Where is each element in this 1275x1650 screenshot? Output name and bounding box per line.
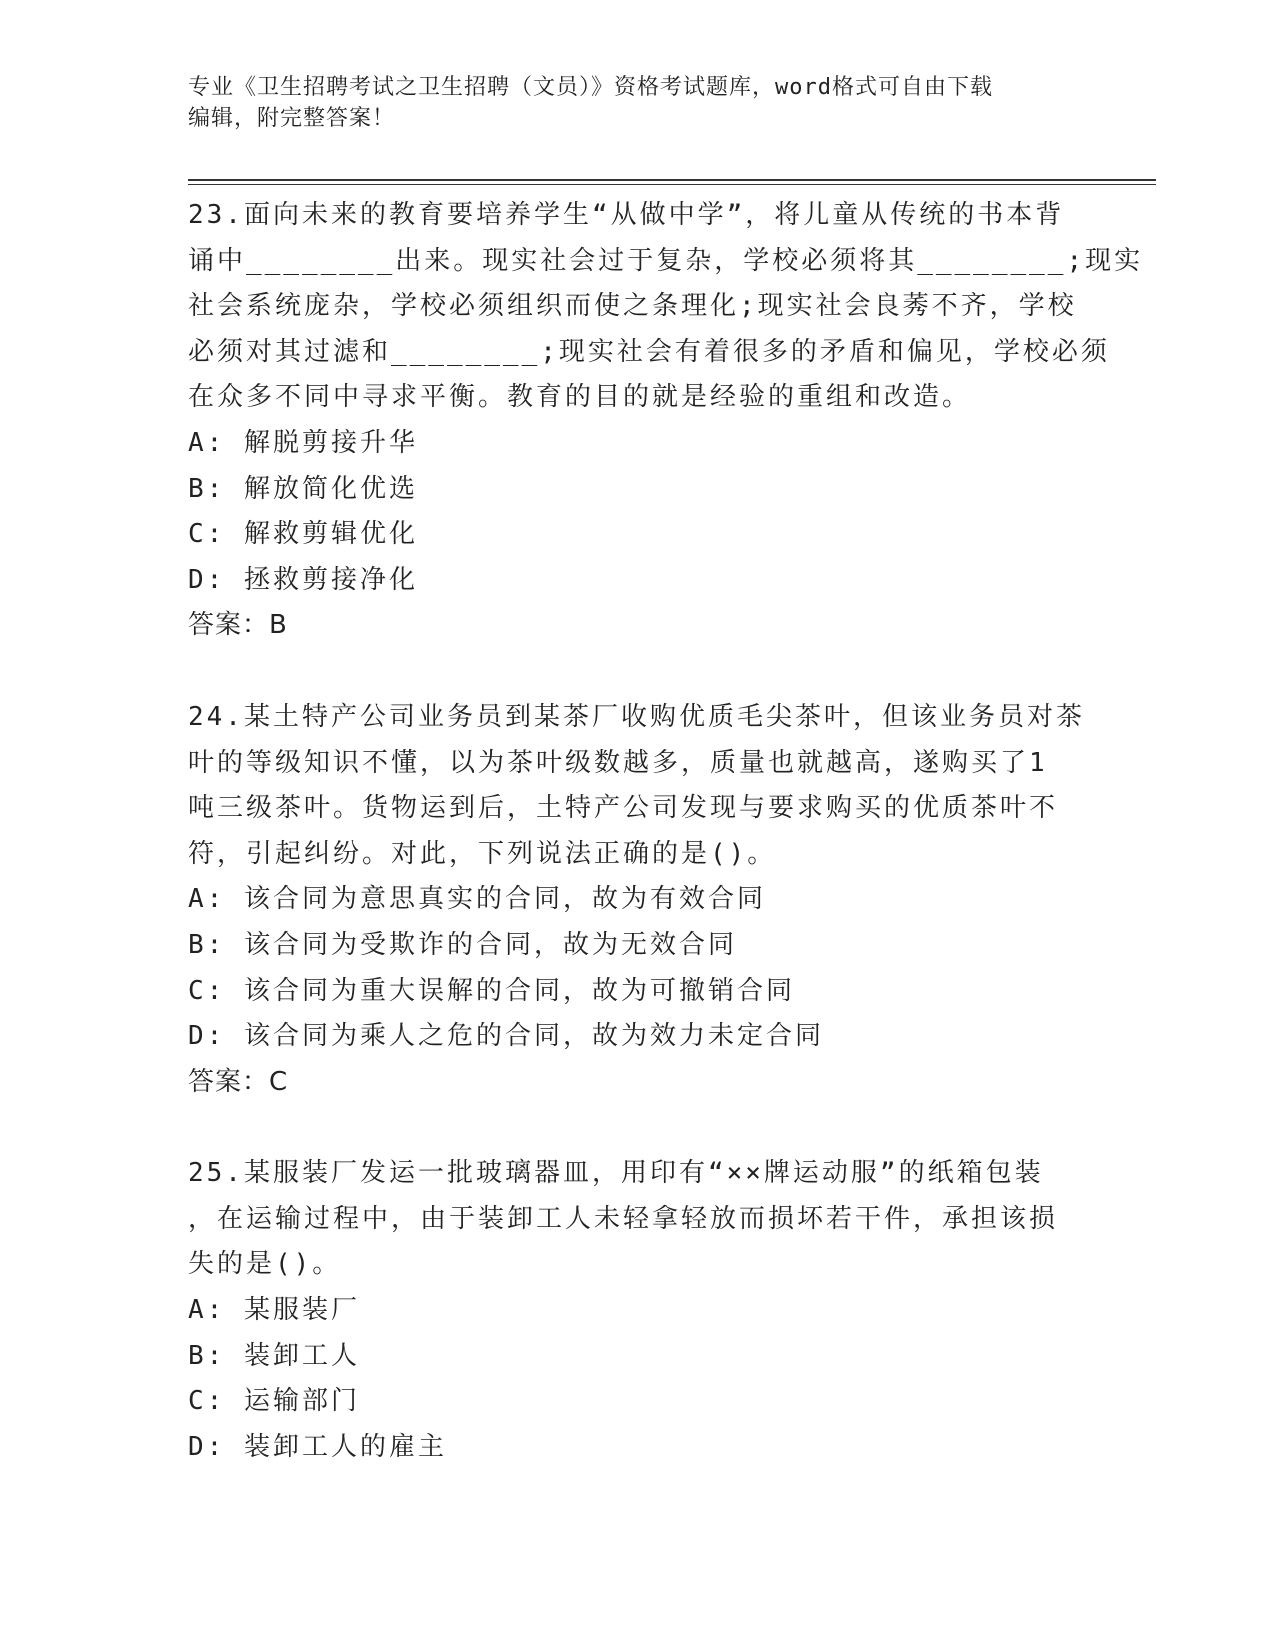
option-a: A: 解脱剪接升华 bbox=[188, 427, 418, 458]
option-a: A: 某服装厂 bbox=[188, 1295, 360, 1326]
question-stem-line: 23.面向未来的教育要培养学生“从做中学”，将儿童从传统的书本背 bbox=[188, 200, 1065, 230]
option-d: D: 装卸工人的雇主 bbox=[188, 1431, 447, 1462]
document-header bbox=[188, 72, 1148, 136]
question-stem-line: 叶的等级知识不懂，以为茶叶级数越多，质量也就越高，遂购买了1 bbox=[188, 747, 1048, 778]
question-stem-line: 24.某土特产公司业务员到某茶厂收购优质毛尖茶叶，但该业务员对茶 bbox=[188, 701, 1085, 732]
question-stem-line: 符，引起纠纷。对此，下列说法正确的是()。 bbox=[188, 838, 777, 869]
answer-label: 答案：B bbox=[188, 610, 288, 641]
answer-label: 答案：C bbox=[188, 1066, 289, 1097]
question-stem-line: 吨三级茶叶。货物运到后，土特产公司发现与要求购买的优质茶叶不 bbox=[188, 793, 1059, 824]
question-spacer bbox=[188, 649, 1148, 695]
header-line-2: 编辑，附完整答案！ bbox=[188, 106, 396, 131]
option-a: A: 该合同为意思真实的合同，故为有效合同 bbox=[188, 884, 766, 915]
question-stem-line: 社会系统庞杂，学校必须组织而使之条理化;现实社会良莠不齐，学校 bbox=[188, 291, 1077, 322]
question-stem-line: 必须对其过滤和________;现实社会有着很多的矛盾和偏见，学校必须 bbox=[188, 336, 1110, 367]
option-d: D: 拯救剪接净化 bbox=[188, 564, 418, 595]
question-stem-line: 25.某服装厂发运一批玻璃器皿，用印有“××牌运动服”的纸箱包装 bbox=[188, 1158, 1044, 1189]
option-d: D: 该合同为乘人之危的合同，故为效力未定合同 bbox=[188, 1021, 824, 1052]
question-stem-line: 诵中________出来。现实社会过于复杂，学校必须将其________;现实 bbox=[188, 245, 1144, 276]
option-c: C: 该合同为重大误解的合同，故为可撤销合同 bbox=[188, 975, 795, 1006]
question-25 bbox=[188, 1151, 1148, 1470]
question-spacer bbox=[188, 1105, 1148, 1151]
header-line-1: 专业《卫生招聘考试之卫生招聘（文员）》资格考试题库，word格式可自由下载 bbox=[188, 75, 993, 100]
question-23 bbox=[188, 193, 1148, 649]
option-b: B: 装卸工人 bbox=[188, 1340, 360, 1371]
document-page bbox=[188, 72, 1148, 1470]
question-stem-line: ，在运输过程中，由于装卸工人未轻拿轻放而损坏若干件，承担该损 bbox=[188, 1203, 1059, 1234]
option-c: C: 解救剪辑优化 bbox=[188, 519, 418, 550]
option-b: B: 解放简化优选 bbox=[188, 473, 418, 504]
option-b: B: 该合同为受欺诈的合同，故为无效合同 bbox=[188, 929, 737, 960]
question-stem-line: 失的是()。 bbox=[188, 1249, 342, 1280]
option-c: C: 运输部门 bbox=[188, 1386, 360, 1417]
question-24 bbox=[188, 695, 1148, 1105]
header-divider bbox=[188, 179, 1156, 185]
question-stem-line: 在众多不同中寻求平衡。教育的目的就是经验的重组和改造。 bbox=[188, 382, 972, 413]
